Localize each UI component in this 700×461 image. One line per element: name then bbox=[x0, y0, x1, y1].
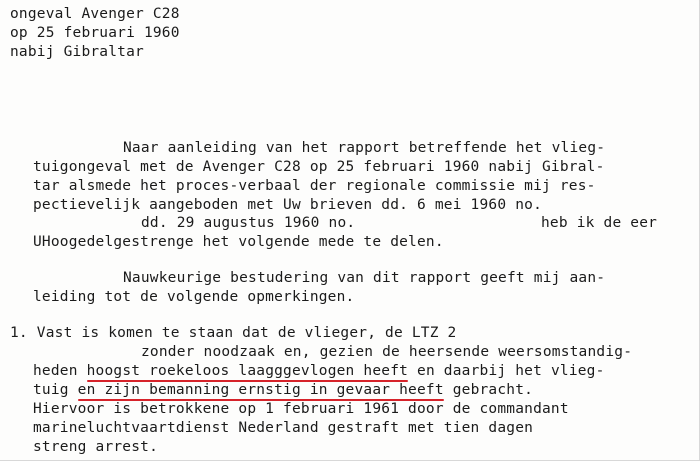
underlined-phrase-crew-endangered: en zijn bemanning ernstig in gevaar heeft bbox=[77, 382, 444, 398]
item-1-line-7: streng arrest. bbox=[33, 439, 159, 455]
item-1-line-3 bbox=[33, 363, 605, 380]
item-1-line-5: Hiervoor is betrokkene op 1 februari 1961 door de commandant bbox=[33, 401, 569, 417]
item-1-line-4 bbox=[33, 382, 533, 399]
underlined-phrase-reckless-flying: hoogst roekeloos laagggevlogen heeft bbox=[86, 363, 409, 379]
item-1-line-2: zonder noodzaak en, gezien de heersende weersomstandig- bbox=[141, 344, 633, 360]
paragraph-2-line-2: leiding tot de volgende opmerkingen. bbox=[33, 289, 355, 305]
heading-line-1: ongeval Avenger C28 bbox=[10, 6, 180, 22]
heading-line-3: nabij Gibraltar bbox=[10, 44, 144, 60]
item-1-line-3-end: en daarbij het vlieg- bbox=[408, 363, 605, 379]
item-1-line-4-end: gebracht. bbox=[443, 382, 534, 398]
paragraph-1-line-2: tuigongeval met de Avenger C28 op 25 februari 1960 nabij Gibral- bbox=[33, 159, 605, 175]
item-1-line-1: 1. Vast is komen te staan dat de vlieger, de LTZ 2 bbox=[10, 325, 457, 341]
paragraph-1-line-3: tar alsmede het proces-verbaal der regionale commissie mij res- bbox=[33, 178, 596, 194]
paragraph-2-line-1: Nauwkeurige bestudering van dit rapport geeft mij aan- bbox=[123, 270, 606, 286]
paragraph-1-line-5-a: dd. 29 augustus 1960 no. bbox=[141, 215, 356, 231]
item-1-line-3-start: heden bbox=[33, 363, 87, 379]
heading-line-2: op 25 februari 1960 bbox=[10, 25, 180, 41]
paragraph-1-line-4: pectievelijk aangeboden met Uw brieven dd. 6 mei 1960 no. bbox=[33, 197, 542, 213]
item-1-line-6: marineluchtvaartdienst Nederland gestraft met tien dagen bbox=[33, 420, 534, 436]
paragraph-1-line-1: Naar aanleiding van het rapport betreffende het vlieg- bbox=[123, 140, 606, 156]
item-1-line-4-start: tuig bbox=[33, 382, 78, 398]
paragraph-1-line-6: UHoogedelgestrenge het volgende mede te delen. bbox=[33, 234, 444, 250]
paragraph-1-line-5-b: heb ik de eer bbox=[541, 215, 658, 231]
